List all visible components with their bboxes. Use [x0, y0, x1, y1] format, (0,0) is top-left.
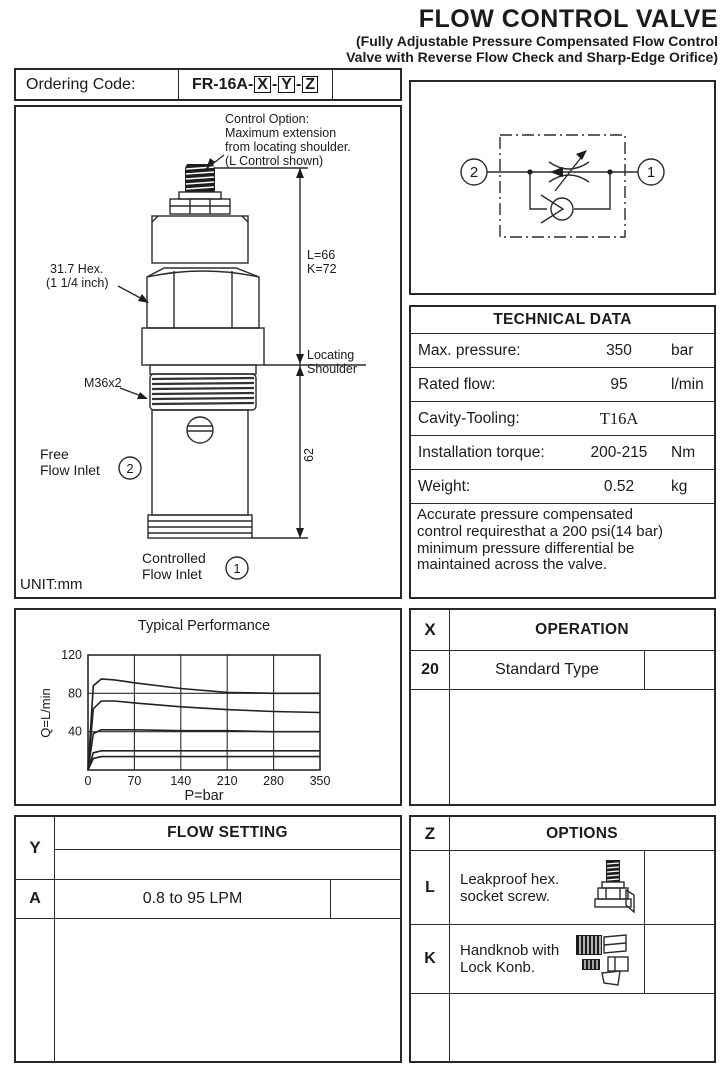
chart-curve [88, 730, 320, 770]
empty-key-cell [411, 690, 450, 804]
option-k-line1: Handknob with [460, 942, 560, 959]
empty-key-cell [16, 919, 55, 1061]
ordering-code-empty-cell [333, 70, 400, 99]
table-row [411, 925, 714, 994]
y-tick-label: 120 [61, 648, 82, 662]
tech-label: Cavity-Tooling: [418, 409, 520, 427]
code-prefix: FR-16A- [191, 75, 254, 93]
x-tick-label: 70 [127, 774, 142, 788]
tech-label: Installation torque: [418, 443, 545, 461]
code-z: Z [302, 76, 318, 93]
free-flow-label-line1: Free [40, 446, 69, 462]
table-row [411, 651, 714, 690]
technical-data-table [409, 305, 716, 599]
flow-setting-key-header: Y [16, 817, 55, 879]
chart-curve [88, 757, 320, 770]
option-k-line2: Lock Konb. [460, 959, 536, 976]
table-row [16, 880, 400, 919]
option-k-cell [450, 925, 644, 993]
chart-curve [88, 751, 320, 770]
option-l-line1: Leakproof hex. [460, 870, 560, 888]
operation-row-side-cell [644, 651, 714, 689]
operation-title: OPERATION [535, 621, 629, 638]
tech-value: 0.52 [603, 477, 635, 495]
y-axis-label: Q=L/min [38, 688, 53, 738]
locating-shoulder-label-line2: Shoulder [307, 362, 358, 376]
valve-drawing-box [14, 105, 402, 599]
flow-setting-row-key: A [16, 880, 55, 918]
symbol-port-1-label: 1 [646, 164, 656, 181]
code-y: Y [278, 76, 295, 93]
option-l-line2: socket screw. [460, 887, 551, 905]
flow-setting-title: FLOW SETTING [55, 817, 400, 850]
table-row-empty [411, 690, 714, 804]
tech-value: 95 [610, 375, 628, 393]
operation-row-key: 20 [411, 651, 450, 689]
page-subtitle [346, 34, 718, 65]
hex-size-label-line2: (1 1/4 inch) [46, 276, 109, 290]
table-row [411, 436, 714, 470]
empty-key-cell [411, 994, 450, 1061]
table-row [411, 610, 714, 651]
option-k-key: K [411, 925, 450, 993]
options-table [409, 815, 716, 1063]
code-sep1: - [271, 75, 278, 93]
x-tick-label: 0 [84, 774, 92, 788]
flow-setting-header-stack [55, 817, 400, 879]
page-title: FLOW CONTROL VALVE [418, 5, 718, 33]
x-tick-label: 140 [170, 774, 192, 788]
tech-unit: bar [671, 341, 694, 359]
dim-l-label: L=66 [307, 248, 336, 262]
table-row [411, 368, 714, 402]
note-line: maintained across the valve. [417, 556, 608, 574]
x-tick-label: 350 [309, 774, 331, 788]
operation-row-value: Standard Type [495, 661, 599, 678]
table-row [411, 334, 714, 368]
tech-label: Rated flow: [418, 375, 496, 393]
table-row-empty [411, 994, 714, 1061]
options-title: OPTIONS [546, 824, 618, 842]
flow-setting-header-empty [55, 850, 400, 879]
ordering-code-box [14, 68, 402, 101]
socket-screw-icon [590, 858, 636, 918]
port-1-label: 1 [233, 561, 241, 576]
locating-shoulder-label-line1: Locating [307, 348, 355, 362]
pressure-differential-note [411, 504, 714, 577]
unit-label: UNIT:mm [20, 576, 83, 593]
option-k-text [460, 942, 559, 976]
ordering-code-value [179, 70, 333, 99]
table-row [411, 470, 714, 504]
table-row [411, 402, 714, 436]
valve-drawing [16, 107, 400, 597]
table-row [411, 851, 714, 925]
empty-cell [450, 690, 714, 804]
tech-label: Max. pressure: [418, 341, 521, 359]
control-option-note-line1: Control Option: [225, 112, 310, 126]
tech-value: T16A [599, 408, 639, 428]
page-subtitle-line1: (Fully Adjustable Pressure Compensated Flow Control [356, 33, 718, 49]
note-line: Accurate pressure compensated [417, 506, 633, 523]
hex-size-label-line1: 31.7 Hex. [50, 262, 104, 276]
operation-key-header: X [411, 610, 450, 650]
performance-chart-box [14, 608, 402, 806]
x-tick-label: 210 [216, 774, 238, 788]
x-axis-label: P=bar [184, 788, 224, 804]
tech-unit: kg [671, 477, 688, 495]
control-option-note-line4: (L Control shown) [225, 154, 324, 168]
table-row [411, 817, 714, 851]
page-subtitle-line2: Valve with Reverse Flow Check and Sharp-Edge Orifice) [346, 48, 718, 65]
y-tick-label: 80 [68, 686, 82, 701]
tech-value: 200-215 [590, 443, 648, 461]
note-line: minimum pressure differential be [417, 539, 635, 557]
x-tick-label: 280 [263, 774, 285, 788]
empty-cell [55, 919, 400, 1061]
operation-table [409, 608, 716, 806]
technical-data-title: TECHNICAL DATA [411, 307, 714, 334]
handknob-icon [574, 931, 636, 987]
table-row [16, 817, 400, 880]
dim-62-label: 62 [302, 448, 316, 462]
ordering-code-label: Ordering Code: [16, 70, 179, 99]
hydraulic-symbol [411, 82, 714, 293]
port-2-label: 2 [126, 461, 134, 476]
tech-unit: Nm [671, 443, 696, 461]
tech-value: 350 [606, 341, 632, 359]
free-flow-label-line2: Flow Inlet [40, 462, 100, 478]
code-sep2: - [295, 75, 302, 93]
hydraulic-symbol-box [409, 80, 716, 295]
flow-setting-row-value: 0.8 to 95 LPM [142, 890, 243, 907]
option-l-cell [450, 851, 644, 924]
option-l-side-cell [644, 851, 714, 924]
options-key-header: Z [411, 817, 450, 850]
empty-cell [450, 994, 714, 1061]
y-tick-label: 40 [68, 724, 82, 739]
option-l-text [460, 871, 559, 905]
symbol-port-2-label: 2 [469, 164, 479, 181]
flow-setting-row-side-cell [330, 880, 400, 918]
controlled-flow-label-line1: Controlled [142, 550, 206, 566]
chart-title: Typical Performance [137, 618, 271, 634]
tech-label: Weight: [418, 477, 471, 495]
thread-size-label: M36x2 [84, 376, 122, 390]
table-row-empty [16, 919, 400, 1061]
controlled-flow-label-line2: Flow Inlet [142, 566, 202, 582]
flow-setting-table [14, 815, 402, 1063]
option-l-key: L [411, 851, 450, 924]
tech-unit: l/min [671, 375, 704, 393]
chart-curve [88, 701, 320, 770]
option-k-side-cell [644, 925, 714, 993]
performance-chart [16, 610, 400, 804]
control-option-note-line3: from locating shoulder. [225, 140, 351, 154]
dim-k-label: K=72 [307, 262, 337, 276]
note-line: control requiresthat a 200 psi(14 bar) [417, 522, 663, 540]
code-x: X [254, 76, 271, 93]
control-option-note-line2: Maximum extension [225, 126, 337, 140]
